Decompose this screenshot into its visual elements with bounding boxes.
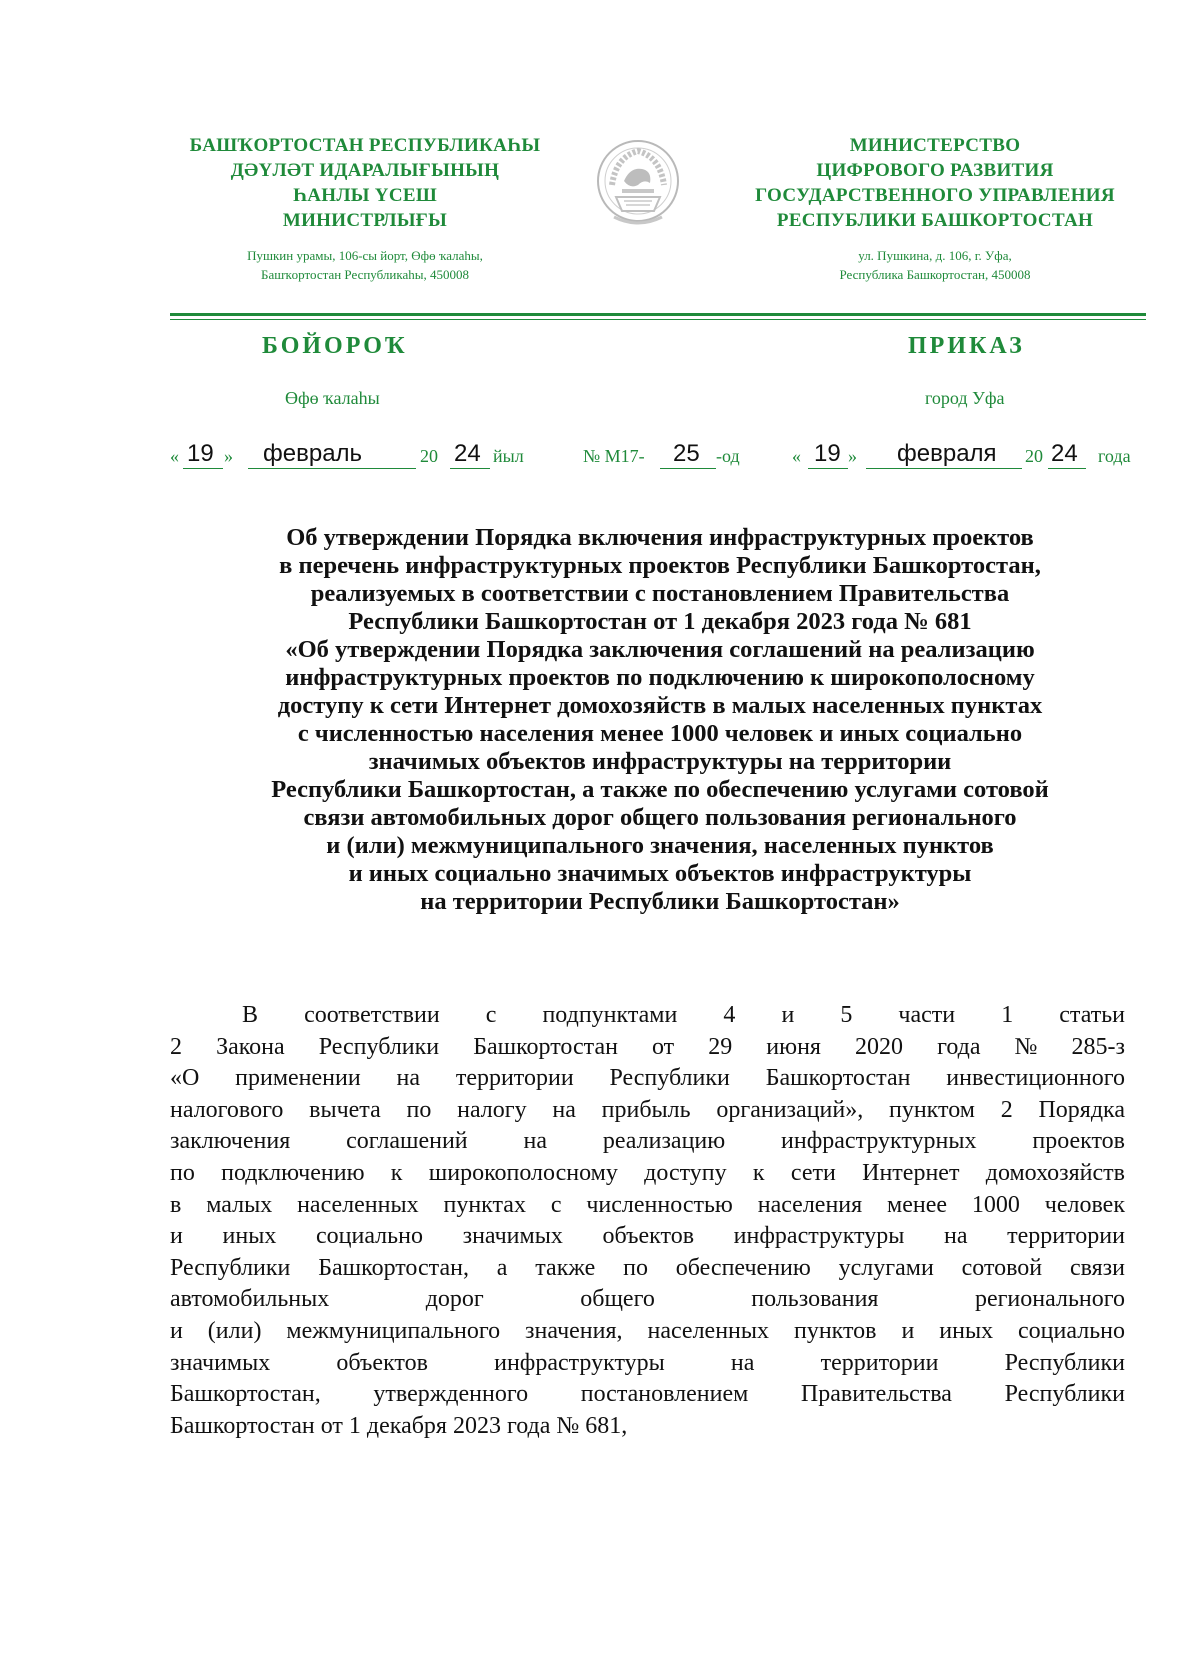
address-line: Пушкин урамы, 106-сы йорт, Өфө ҡалаһы, — [247, 248, 483, 263]
quote-close: » — [848, 446, 857, 466]
title-line: доступу к сети Интернет домохозяйств в малых населенных пунктах — [277, 692, 1043, 719]
year-prefix-right: 20 — [1025, 446, 1043, 466]
header-left-org — [160, 133, 570, 233]
title-line: и (или) межмуниципального значения, населенных пунктов — [326, 832, 994, 859]
body-line: налогового вычета по налогу на прибыль организаций», пунктом 2 Порядка — [170, 1096, 1125, 1123]
header-right-org — [730, 133, 1140, 233]
title-line: в перечень инфраструктурных проектов Республики Башкортостан, — [279, 552, 1041, 579]
body-line: Башкортостан, утвержденного постановлением Правительства Республики — [170, 1381, 1125, 1408]
address-line: Республика Башкортостан, 450008 — [839, 267, 1031, 282]
year-word-left: йыл — [493, 446, 524, 466]
header-right-line: МИНИСТЕРСТВО — [849, 135, 1021, 156]
body-line: автомобильных дорог общего пользования регионального — [170, 1286, 1125, 1313]
title-line: Об утверждении Порядка включения инфраструктурных проектов — [286, 524, 1034, 551]
title-line: Республики Башкортостан от 1 декабря 2023 года № 681 — [348, 608, 972, 635]
date-month-left: февраль — [263, 440, 363, 467]
body-line: заключения соглашений на реализацию инфраструктурных проектов — [170, 1128, 1125, 1155]
body-paragraph — [170, 1000, 1125, 1442]
title-line: связи автомобильных дорог общего пользования регионального — [303, 804, 1017, 831]
city-bashkir: Өфө ҡалаһы — [285, 388, 380, 408]
date-day-left: 19 — [187, 440, 214, 467]
year-suffix-left: 24 — [454, 440, 481, 467]
title-line: инфраструктурных проектов по подключению к широкополосному — [285, 664, 1035, 691]
quote-close: » — [224, 446, 233, 466]
quote-open: « — [170, 446, 179, 466]
document-title — [170, 524, 1150, 916]
header-right-line: ЦИФРОВОГО РАЗВИТИЯ — [816, 160, 1054, 181]
header-left-line: ҺАНЛЫ ҮСЕШ — [293, 185, 437, 206]
title-line: реализуемых в соответствии с постановлением Правительства — [310, 580, 1010, 607]
body-line: и (или) межмуниципального значения, населенных пунктов и иных социально — [170, 1317, 1125, 1344]
title-line: Республики Башкортостан, а также по обеспечению услугами сотовой — [271, 776, 1049, 803]
title-line: с численностью населения менее 1000 человек и иных социально — [297, 720, 1023, 747]
body-line: «О применении на территории Республики Башкортостан инвестиционного — [170, 1065, 1125, 1092]
city-russian: город Уфа — [925, 388, 1005, 408]
title-line: и иных социально значимых объектов инфраструктуры — [348, 860, 972, 887]
date-number-line — [0, 442, 1200, 472]
body-line: и иных социально значимых объектов инфраструктуры на территории — [170, 1223, 1125, 1250]
body-line: значимых объектов инфраструктуры на территории Республики — [170, 1349, 1125, 1376]
number-suffix: -од — [716, 446, 740, 466]
header-left-line: МИНИСТРЛЫҒЫ — [282, 210, 448, 231]
title-line: на территории Республики Башкортостан» — [420, 888, 900, 915]
coat-of-arms-icon — [594, 137, 682, 235]
header-divider-thick — [170, 313, 1146, 316]
year-suffix-right: 24 — [1051, 440, 1078, 467]
header-right-address — [760, 246, 1110, 284]
date-month-right: февраля — [897, 440, 997, 467]
body-line: В соответствии с подпунктами 4 и 5 части 1 статьи — [242, 1002, 1125, 1028]
address-line: ул. Пушкина, д. 106, г. Уфа, — [858, 248, 1012, 263]
quote-open: « — [792, 446, 801, 466]
body-line: в малых населенных пунктах с численностью населения менее 1000 человек — [170, 1191, 1125, 1218]
doc-type-russian: ПРИКАЗ — [908, 333, 1025, 359]
header-left-line: БАШҠОРТОСТАН РЕСПУБЛИКАҺЫ — [189, 135, 541, 156]
doc-type-bashkir: БОЙОРОҠ — [262, 333, 408, 359]
title-line: «Об утверждении Порядка заключения соглашений на реализацию — [285, 636, 1035, 663]
date-day-right: 19 — [814, 440, 841, 467]
header-right-line: ГОСУДАРСТВЕННОГО УПРАВЛЕНИЯ — [755, 185, 1115, 206]
header-left-address — [160, 246, 570, 284]
address-line: Башҡортостан Республикаһы, 450008 — [260, 267, 469, 282]
title-line: значимых объектов инфраструктуры на территории — [368, 748, 952, 775]
year-word-right: года — [1098, 446, 1131, 466]
year-prefix-left: 20 — [420, 446, 438, 466]
body-line: Республики Башкортостан, а также по обеспечению услугами сотовой связи — [170, 1254, 1125, 1281]
header-left-line: ДӘҮЛӘТ ИДАРАЛЫҒЫНЫҢ — [230, 160, 500, 181]
order-number: 25 — [673, 440, 700, 467]
number-prefix: № М17- — [583, 446, 645, 466]
body-line: по подключению к широкополосному доступу к сети Интернет домохозяйств — [170, 1159, 1125, 1186]
body-line: 2 Закона Республики Башкортостан от 29 июня 2020 года № 285-з — [170, 1033, 1125, 1060]
body-line: Башкортостан от 1 декабря 2023 года № 681, — [170, 1412, 628, 1439]
header-right-line: РЕСПУБЛИКИ БАШКОРТОСТАН — [776, 210, 1094, 231]
header-divider-thin — [170, 319, 1146, 320]
